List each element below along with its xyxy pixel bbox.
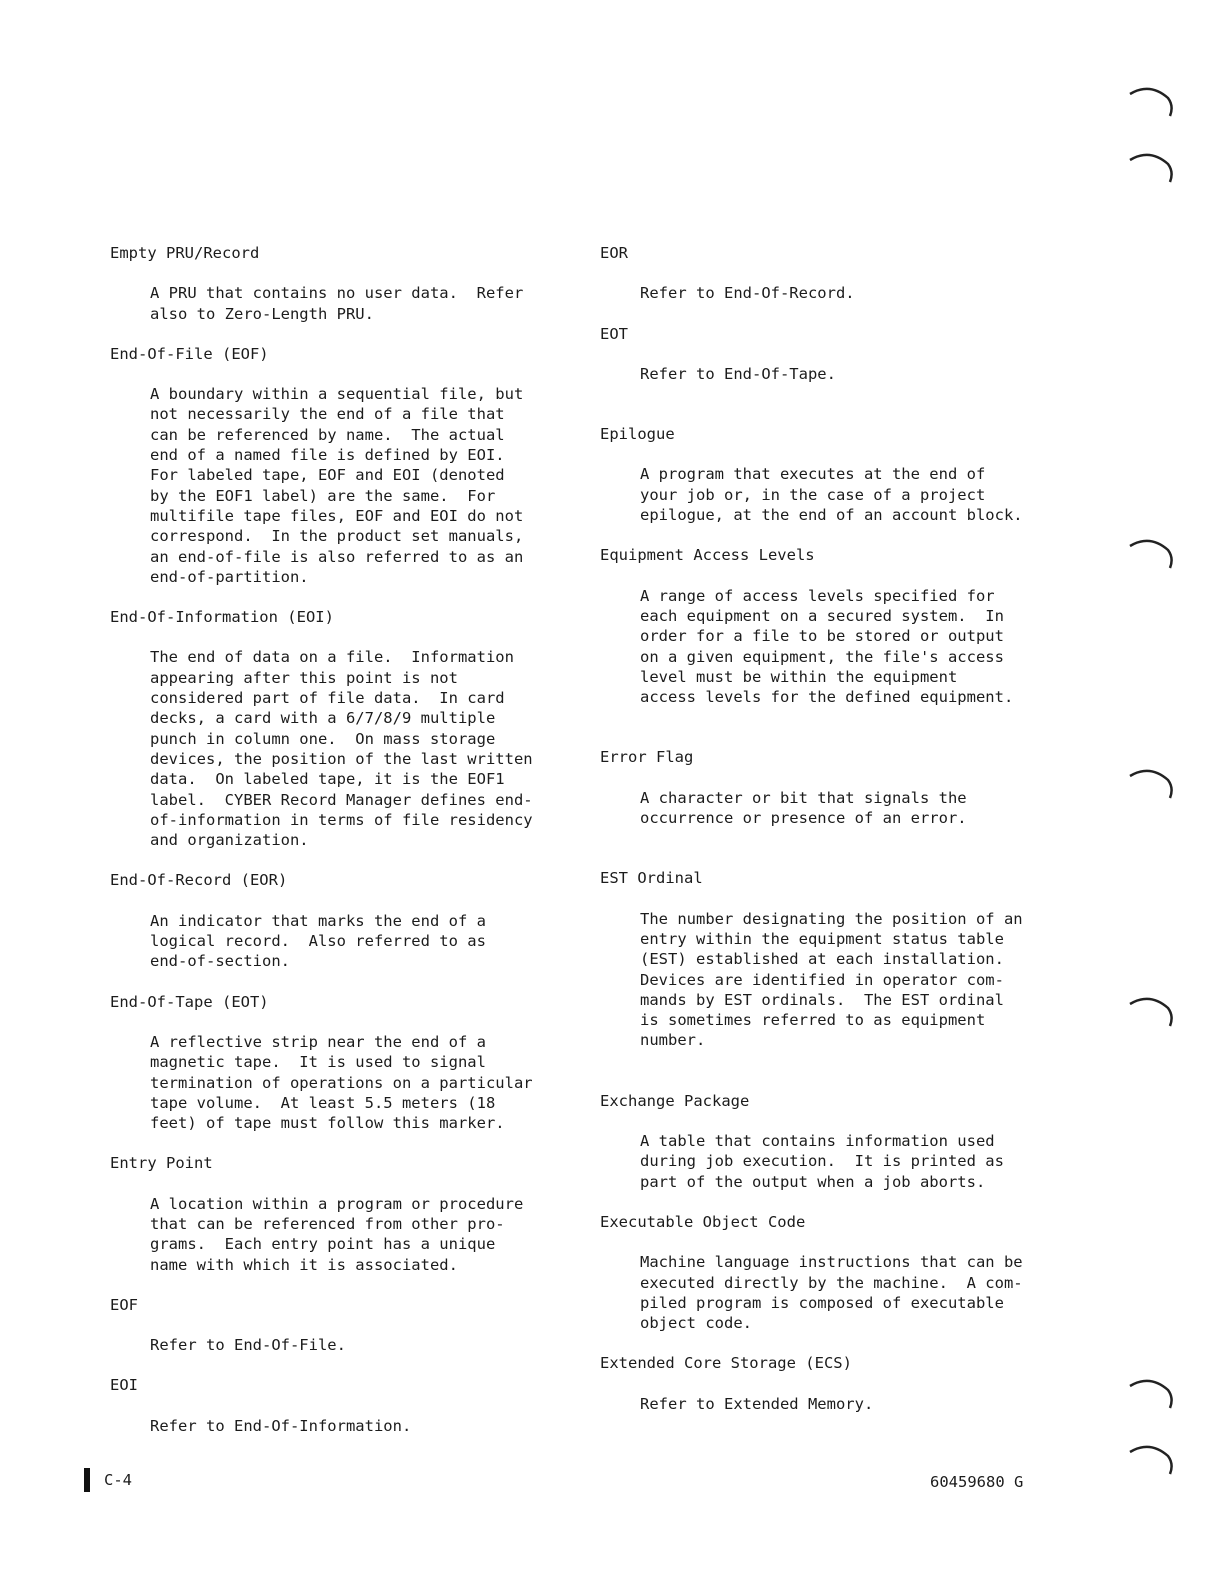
binder-hole-mark-1 [1128,80,1174,120]
glossary-definition [640,1394,1080,1414]
glossary-term: EOR [600,244,628,262]
glossary-entry [110,1153,580,1274]
glossary-definition [150,1335,580,1355]
definition-line: during job execution. It is printed as [640,1152,1004,1171]
glossary-entry [110,1295,580,1356]
definition-line: The number designating the position of an [640,909,1023,928]
glossary-term: End-Of-Tape (EOT) [110,992,269,1011]
definition-line: level must be within the equipment [640,667,958,686]
definition-line: mands by EST ordinals. The EST ordinal [640,990,1004,1009]
glossary-definition [640,283,1080,303]
glossary-entry [110,870,580,971]
glossary-definition [150,1032,580,1133]
glossary-entry [600,747,1080,828]
definition-line: can be referenced by name. The actual [150,425,505,444]
glossary-definition [150,384,580,587]
definition-line: that can be referenced from other pro- [150,1214,505,1233]
binder-hole-mark-2 [1128,146,1174,186]
definition-line: punch in column one. On mass storage [150,729,496,748]
definition-line: Refer to End-Of-Tape. [640,364,836,383]
binder-hole-mark-6 [1128,1372,1174,1412]
definition-line: access levels for the defined equipment. [640,688,1014,707]
page-footer-left [84,1468,132,1492]
definition-line: magnetic tape. It is used to signal [150,1053,486,1072]
definition-line: correspond. In the product set manuals, [150,527,524,546]
glossary-term: Executable Object Code [600,1212,806,1231]
glossary-definition [150,1416,580,1436]
glossary-definition [640,1252,1080,1333]
definition-line: piled program is composed of executable [640,1293,1004,1312]
definition-line: executed directly by the machine. A com- [640,1273,1023,1292]
glossary-definition [640,788,1080,829]
definition-line: Refer to End-Of-Information. [150,1416,412,1435]
glossary-definition [640,586,1080,708]
definition-line: devices, the position of the last written [150,749,533,768]
glossary-entry [110,992,580,1134]
glossary-term: EOT [600,324,628,343]
glossary-definition [640,464,1080,525]
glossary-term: Epilogue [600,425,675,444]
page-number: C-4 [104,1471,132,1489]
glossary-definition [640,909,1080,1051]
glossary-left-column [110,243,580,1436]
glossary-entry [110,607,580,850]
definition-line: (EST) established at each installation. [640,950,1004,969]
definition-line: A program that executes at the end of [640,465,986,484]
glossary-entry [600,1091,1080,1192]
glossary-term: EST Ordinal [600,869,703,888]
definition-line: occurrence or presence of an error. [640,809,967,828]
glossary-term: Equipment Access Levels [600,546,815,565]
document-number: 60459680 G [930,1473,1024,1491]
binder-hole-mark-7 [1128,1438,1174,1478]
glossary-term: Exchange Package [600,1091,750,1110]
glossary-entry [600,1212,1080,1333]
definition-line: tape volume. At least 5.5 meters (18 [150,1093,496,1112]
glossary-definition [640,364,1080,384]
definition-line: An indicator that marks the end of a [150,911,486,930]
glossary-entry [110,1375,580,1436]
definition-line: by the EOF1 label) are the same. For [150,486,496,505]
definition-line: For labeled tape, EOF and EOI (denoted [150,466,505,485]
definition-line: also to Zero-Length PRU. [150,304,374,323]
glossary-term: Error Flag [600,748,694,767]
glossary-entry [600,1353,1080,1414]
definition-line: A character or bit that signals the [640,788,967,807]
definition-line: Refer to Extended Memory. [640,1394,874,1413]
definition-line: not necessarily the end of a file that [150,405,505,424]
glossary-term: End-Of-Record (EOR) [110,871,288,890]
definition-line: appearing after this point is not [150,668,458,687]
glossary-entry [110,243,580,324]
glossary-entry [110,344,580,587]
binder-hole-mark-3 [1128,532,1174,572]
definition-line: name with which it is associated. [150,1255,458,1274]
definition-line: considered part of file data. In card [150,689,505,708]
definition-line: grams. Each entry point has a unique [150,1235,496,1254]
change-bar [84,1468,90,1492]
definition-line: A reflective strip near the end of a [150,1032,486,1051]
glossary-entry [600,424,1080,525]
definition-line: part of the output when a job aborts. [640,1172,986,1191]
glossary-term: Entry Point [110,1154,213,1173]
definition-line: Refer to End-Of-File. [150,1336,346,1355]
definition-line: termination of operations on a particular [150,1073,533,1092]
definition-line: entry within the equipment status table [640,929,1004,948]
definition-line: of-information in terms of file residency [150,810,533,829]
definition-line: object code. [640,1314,752,1333]
glossary-definition [150,283,580,324]
definition-line: label. CYBER Record Manager defines end- [150,790,533,809]
glossary-entry [600,545,1080,707]
glossary-term: EOF [110,1295,138,1314]
definition-line: end-of-partition. [150,567,309,586]
glossary-definition [150,647,580,850]
definition-line: A boundary within a sequential file, but [150,385,524,404]
definition-line: Refer to End-Of-Record. [640,284,855,303]
glossary-definition [150,911,580,972]
definition-line: is sometimes referred to as equipment [640,1011,986,1030]
definition-line: each equipment on a secured system. In [640,606,1004,625]
binder-hole-mark-5 [1128,990,1174,1030]
definition-line: A table that contains information used [640,1132,995,1151]
glossary-definition [640,1131,1080,1192]
definition-line: number. [640,1031,706,1050]
glossary-entry [600,243,1080,304]
definition-line: epilogue, at the end of an account block. [640,506,1023,525]
definition-line: The end of data on a file. Information [150,648,514,667]
definition-line: Machine language instructions that can be [640,1253,1023,1272]
glossary-entry [600,324,1080,385]
definition-line: an end-of-file is also referred to as an [150,547,524,566]
binder-hole-mark-4 [1128,762,1174,802]
definition-line: end-of-section. [150,952,290,971]
definition-line: end of a named file is defined by EOI. [150,446,505,465]
glossary-definition [150,1194,580,1275]
definition-line: A range of access levels specified for [640,586,995,605]
definition-line: feet) of tape must follow this marker. [150,1114,505,1133]
definition-line: and organization. [150,831,309,850]
definition-line: your job or, in the case of a project [640,485,986,504]
glossary-entry [600,868,1080,1050]
glossary-term: End-Of-File (EOF) [110,344,269,363]
definition-line: A PRU that contains no user data. Refer [150,284,524,303]
definition-line: A location within a program or procedure [150,1194,524,1213]
definition-line: Devices are identified in operator com- [640,970,1004,989]
glossary-right-column [600,243,1080,1414]
definition-line: multifile tape files, EOF and EOI do not [150,506,524,525]
definition-line: order for a file to be stored or output [640,627,1004,646]
glossary-term: EOI [110,1376,138,1395]
glossary-term: End-Of-Information (EOI) [110,608,334,627]
definition-line: data. On labeled tape, it is the EOF1 [150,770,505,789]
definition-line: on a given equipment, the file's access [640,647,1004,666]
glossary-term: Extended Core Storage (ECS) [600,1354,852,1373]
definition-line: decks, a card with a 6/7/8/9 multiple [150,709,496,728]
glossary-term: Empty PRU/Record [110,244,260,262]
definition-line: logical record. Also referred to as [150,932,486,951]
